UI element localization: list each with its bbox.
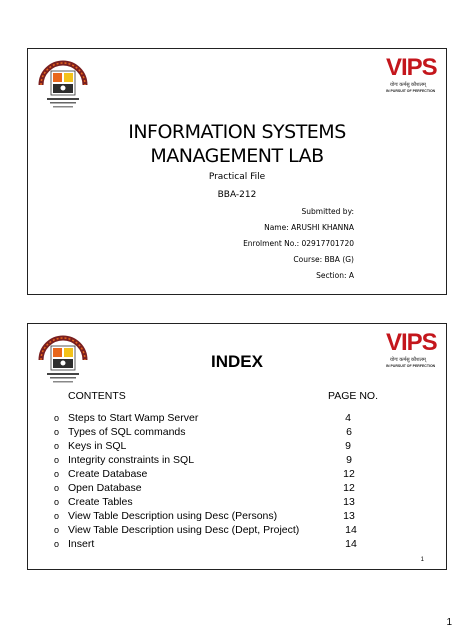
bullet-icon: o bbox=[54, 427, 60, 437]
index-item-text: Insert bbox=[68, 538, 95, 550]
index-item-text: Open Database bbox=[68, 482, 142, 494]
bullet-icon: o bbox=[54, 539, 60, 549]
bullet-icon: o bbox=[54, 441, 60, 451]
index-item-page: 4 bbox=[345, 412, 351, 424]
index-item-page: 13 bbox=[343, 510, 355, 522]
bullet-icon: o bbox=[54, 413, 60, 423]
student-name: Name: ARUSHI KHANNA bbox=[264, 223, 354, 232]
index-row bbox=[28, 412, 446, 426]
index-item-page: 13 bbox=[343, 496, 355, 508]
enrolment-number: Enrolment No.: 02917701720 bbox=[243, 239, 354, 248]
contents-header: CONTENTS bbox=[68, 390, 126, 402]
index-row bbox=[28, 496, 446, 510]
cover-title-line-1: INFORMATION SYSTEMS bbox=[128, 121, 346, 143]
index-item-page: 9 bbox=[345, 440, 351, 452]
index-row bbox=[28, 482, 446, 496]
bullet-icon: o bbox=[54, 511, 60, 521]
cover-subtitle: Practical File bbox=[208, 172, 266, 182]
index-item-page: 6 bbox=[346, 426, 352, 438]
index-item-text: View Table Description using Desc (Persons) bbox=[68, 510, 278, 522]
bullet-icon: o bbox=[54, 469, 60, 479]
vips-motto: योगः कर्मसु कौशलम् bbox=[390, 82, 426, 88]
index-row bbox=[28, 524, 446, 538]
university-emblem-logo bbox=[33, 55, 93, 113]
index-row bbox=[28, 538, 446, 552]
index-row bbox=[28, 454, 446, 468]
index-item-text: Create Tables bbox=[68, 496, 133, 508]
index-title: INDEX bbox=[211, 352, 263, 371]
bullet-icon: o bbox=[54, 497, 60, 507]
vips-wordmark: VIPS bbox=[386, 329, 437, 356]
cover-slide bbox=[27, 48, 447, 295]
index-item-text: Create Database bbox=[68, 468, 148, 480]
index-item-page: 14 bbox=[345, 538, 357, 550]
index-item-text: Integrity constraints in SQL bbox=[68, 454, 195, 466]
vips-tagline: IN PURSUIT OF PERFECTION bbox=[386, 89, 436, 93]
section-info: Section: A bbox=[316, 271, 354, 280]
submitted-by-label: Submitted by: bbox=[301, 207, 354, 216]
index-item-page: 12 bbox=[343, 482, 355, 494]
vips-motto: योगः कर्मसु कौशलम् bbox=[390, 357, 426, 363]
vips-wordmark: VIPS bbox=[386, 54, 437, 81]
index-item-page: 12 bbox=[343, 468, 355, 480]
page-number-header: PAGE NO. bbox=[328, 390, 378, 402]
index-row bbox=[28, 468, 446, 482]
index-item-text: Steps to Start Wamp Server bbox=[68, 412, 199, 424]
cover-title-line-2: MANAGEMENT LAB bbox=[150, 145, 324, 167]
index-item-page: 9 bbox=[346, 454, 352, 466]
index-item-text: View Table Description using Desc (Dept, Project) bbox=[68, 524, 300, 536]
course-info: Course: BBA (G) bbox=[293, 255, 354, 264]
index-row bbox=[28, 440, 446, 454]
index-row bbox=[28, 426, 446, 440]
bullet-icon: o bbox=[54, 483, 60, 493]
page-number: 1 bbox=[446, 617, 452, 628]
index-item-page: 14 bbox=[345, 524, 357, 536]
vips-logo bbox=[386, 56, 442, 96]
index-item-text: Keys in SQL bbox=[68, 440, 127, 452]
index-slide bbox=[27, 323, 447, 570]
vips-tagline: IN PURSUIT OF PERFECTION bbox=[386, 364, 436, 368]
cover-course-code: BBA-212 bbox=[217, 190, 257, 200]
bullet-icon: o bbox=[54, 525, 60, 535]
slide-number: 1 bbox=[420, 557, 424, 563]
index-item-text: Types of SQL commands bbox=[68, 426, 186, 438]
bullet-icon: o bbox=[54, 455, 60, 465]
index-row bbox=[28, 510, 446, 524]
